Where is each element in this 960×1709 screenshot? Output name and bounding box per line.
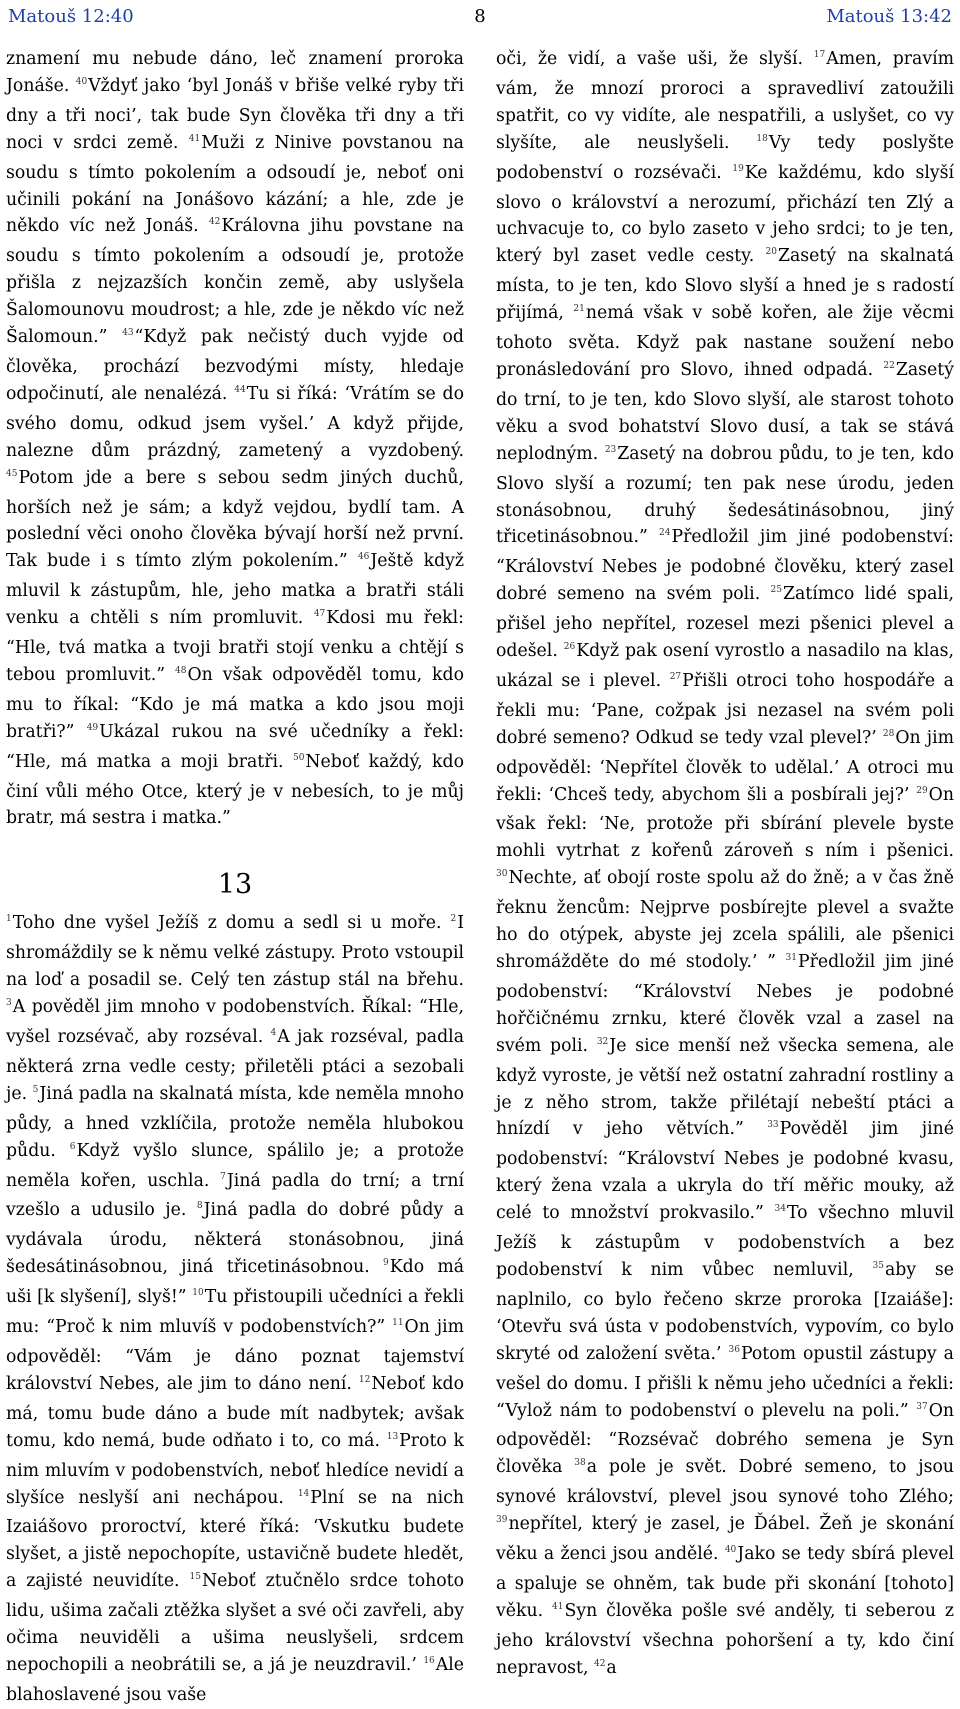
verse-text: A pověděl jim mnoho v podobenstvích. Říkal: “Hle, vyšel rozsévač, aby rozséval. <box>6 997 464 1047</box>
verse-text: Amen, pravím vám, že mnozí proroci a spravedliví zatoužili spatřit, co vy vidíte, ale nespatřili, a uslyšet, co vy slyšíte, ale neuslyšeli. <box>496 49 954 153</box>
verse-number: 24 <box>659 528 671 539</box>
verse-text: Nechte, ať obojí roste spolu až do žně; a v čas žně řeknu žencům: Nejprve posbírejte plevel a svažte ho do otýpek, abyste jej zcela spálili, ale pšenici shromážděte do mé stodoly.’ ” <box>496 868 954 972</box>
verse-number: 41 <box>552 1601 564 1612</box>
verse-text: Kdo má uši [k slyšení], slyš!” <box>6 1257 465 1308</box>
verse-number: 16 <box>423 1655 435 1666</box>
verse-text: Muži z Ninive povstanou na soudu s tímto pokolením a odsoudí je, neboť oni učinili pokání na Jonášovo kázání; a hle, zde je někdo víc než Jonáš. <box>6 132 464 237</box>
verse-number: 18 <box>756 133 768 144</box>
verse-number: 23 <box>604 444 617 455</box>
verse-number: 38 <box>574 1458 586 1469</box>
verse-text: Neboť ztučnělo srdce tohoto lidu, ušima začali ztěžka slyšet a své oči zavřeli, aby očima neuviděli a ušima neuslyšeli, srdcem nepochopili a neobrátili se, a já je neuzdravil.’ <box>6 1571 465 1675</box>
verse-text: Neboť každý, kdo činí vůli mého Otce, který je v nebesích, to je můj bratr, má sestra i matka.” <box>6 751 464 829</box>
verse-text: Jiná padla do trní; a trní vzešlo a udusilo je. <box>6 1170 464 1221</box>
verse-number: 20 <box>765 247 777 258</box>
verse-number: 34 <box>774 1204 786 1215</box>
verse-text: Přišli otroci toho hospodáře a řekli mu: ‘Pane, cožpak jsi nezasel na svém poli dobré semeno? Odkud se tedy vzal plevel?’ <box>496 670 954 748</box>
verse-number: 2 <box>450 914 457 925</box>
verse-text: Tu přistoupili učedníci a řekli mu: “Proč k nim mluvíš v podobenstvích?” <box>6 1287 464 1338</box>
verse-number: 26 <box>563 642 576 653</box>
verse-number: 28 <box>882 728 895 739</box>
verse-text: Zatímco lidé spali, přišel jeho nepřítel, rozesel mezi pšenici plevel a odešel. <box>496 584 954 662</box>
verse-text: I shromáždily se k němu velké zástupy. Proto vstoupil na loď a posadil se. Celý ten zástup stál na břehu. <box>6 913 465 991</box>
verse-number: 11 <box>392 1318 404 1329</box>
verse-number: 9 <box>382 1258 389 1269</box>
verse-text: aby se naplnilo, co bylo řečeno skrze proroka [Izaiáše]: ‘Otevřu svá ústa v podobenstvích, vypovím, co bylo skryté od založení světa.’ <box>496 1259 955 1364</box>
verse-number: 49 <box>86 722 99 733</box>
verse-text: Toho dne vyšel Ježíš z domu a sedl si u moře. <box>12 913 442 934</box>
verse-text: Královna jihu povstane na soudu s tímto pokolením a odsoudí je, protože přišla z nejzazších končin země, aby uslyšela Šalomounovu moudrost; a hle, zde je někdo víc než Šalomoun.” <box>6 216 464 348</box>
verse-text: znamení mu nebude dáno, leč znamení proroka Jonáše. <box>6 49 464 96</box>
verse-number: 10 <box>192 1288 204 1299</box>
verse-text: Plní se na nich Izaiášovo proroctví, které říká: ‘Vskutku budete slyšet, a jistě nepochopíte, ustavičně budete hledět, a zajisté neuvidíte. <box>6 1487 464 1592</box>
verse-text: nemá však v sobě kořen, ale žije věcmi tohoto světa. Když pak nastane soužení nebo pronásledování pro Slovo, ihned odpadá. <box>496 303 954 380</box>
verse-number: 44 <box>234 384 246 395</box>
header-right-reference: Matouš 13:42 <box>826 6 952 27</box>
verse-text: On však řekl: ‘Ne, protože při sbírání plevele byste mohli vytrhat z kořenů zároveň s ním i pšenici. <box>496 784 954 862</box>
verse-number: 47 <box>313 609 326 620</box>
verse-number: 5 <box>32 1084 39 1095</box>
verse-text: Jiná padla do dobré půdy a vydávala úrodu, některá stonásobnou, jiná šedesátinásobnou, jiná třicetinásobnou. <box>6 1200 465 1278</box>
verse-text: Potom opustil zástupy a vešel do domu. I přišli k němu jeho učedníci a řekli: “Vylož nám to podobenství o plevelu na poli.” <box>496 1343 954 1421</box>
verse-number: 29 <box>916 785 928 796</box>
verse-number: 46 <box>357 552 370 563</box>
verse-number: 15 <box>189 1572 201 1583</box>
verse-number: 40 <box>724 1545 737 1556</box>
chapter-13-continued-text <box>496 46 954 1685</box>
verse-text: Ukázal rukou na své učedníky a řekl: “Hle, má matka a moji bratři. <box>6 721 464 772</box>
verse-number: 13 <box>386 1431 399 1442</box>
verse-number: 32 <box>596 1036 609 1047</box>
verse-text: Ke každému, kdo slyší slovo o království a nerozumí, přichází ten Zlý a uchvacuje to, co bylo zaseto v jeho srdci; to je ten, který byl zaset vedle cesty. <box>496 162 955 267</box>
verse-number: 7 <box>220 1171 226 1182</box>
page-number: 8 <box>474 6 486 27</box>
header-left-reference: Matouš 12:40 <box>8 6 134 27</box>
verse-text: A jak rozséval, padla některá zrna vedle cesty; přiletěli ptáci a sezobali je. <box>6 1027 464 1104</box>
verse-text: Syn člověka pošle své anděly, ti seberou z jeho království všechna pohoršení a ty, kdo činí nepravost, <box>496 1600 954 1678</box>
verse-number: 3 <box>6 998 12 1009</box>
verse-number: 8 <box>196 1201 203 1212</box>
verse-text: a pole je svět. Dobré semeno, to jsou synové království, plevel jsou synové toho Zlého; <box>496 1457 954 1508</box>
verse-text: a <box>606 1657 617 1678</box>
verse-number: 1 <box>6 914 12 925</box>
verse-text: Kdosi mu řekl: “Hle, tvá matka a tvoji bratři stojí venku a chtějí s tebou promluvit.” <box>6 608 464 685</box>
verse-number: 17 <box>813 50 826 60</box>
chapter-13-text <box>6 910 464 1708</box>
verse-text: Je sice menší než všecka semena, ale když vyroste, je větší než ostatní zahradní rostliny a je z něho strom, takže přilétají nebeští ptáci a hnízdí v jeho větvích.” <box>496 1035 954 1140</box>
right-column <box>496 46 954 1685</box>
chapter-12-text <box>6 46 464 832</box>
verse-text: Zasetý na skalnatá místa, to je ten, kdo Slovo slyší a hned je s radostí přijímá, <box>496 246 954 324</box>
verse-number: 22 <box>883 360 895 371</box>
verse-number: 6 <box>69 1141 76 1152</box>
verse-text: To všechno mluvil Ježíš k zástupům v podobenstvích a bez podobenství k nim vůbec nemluvil, <box>496 1203 955 1280</box>
left-column <box>6 46 464 1709</box>
verse-text: Zasetý na dobrou půdu, to je ten, kdo Slovo slyší a rozumí; ten pak nese úrodu, jeden stonásobnou, druhý šedesátinásobnou, jiný třicetinásobnou.” <box>496 443 954 548</box>
verse-text: Tu si říká: ‘Vrátím se do svého domu, odkud jsem vyšel.’ A když přijde, nalezne dům prázdný, zametený a vyzdobený. <box>6 383 464 461</box>
verse-text: Předložil jim jiné podobenství: “Království Nebes je podobné hořčičnému zrnku, které člověk vzal a zasel na svém poli. <box>496 952 954 1056</box>
verse-number: 50 <box>292 752 305 763</box>
chapter-heading: 13 <box>217 869 253 901</box>
verse-number: 42 <box>593 1658 606 1669</box>
verse-number: 35 <box>872 1260 884 1271</box>
verse-number: 12 <box>358 1374 371 1385</box>
verse-number: 4 <box>270 1028 277 1038</box>
verse-number: 30 <box>496 869 508 880</box>
verse-text: Ale blahoslavené jsou vaše <box>6 1654 464 1705</box>
verse-text: Jako se tedy sbírá plevel a spaluje se ohněm, tak bude při skonání [tohoto] věku. <box>496 1544 955 1621</box>
verse-text: Vždyť jako ‘byl Jonáš v břiše velké ryby tři dny a tři noci’, tak bude Syn člověka tři dny a tři noci v srdci země. <box>6 75 464 153</box>
verse-number: 21 <box>573 304 585 315</box>
verse-number: 48 <box>175 665 187 676</box>
verse-text: On odpověděl: “Rozsévač dobrého semena je Syn člověka <box>496 1400 954 1478</box>
verse-number: 45 <box>6 468 18 479</box>
verse-number: 37 <box>916 1401 928 1412</box>
verse-text: Jiná padla na skalnatá místa, kde neměla mnoho půdy, a hned vzklíčila, protože neměla hlubokou půdu. <box>6 1083 464 1161</box>
verse-number: 14 <box>297 1488 310 1499</box>
verse-number: 27 <box>669 671 682 682</box>
verse-text: Když vyšlo slunce, spálilo je; a protože neměla kořen, uschla. <box>6 1140 464 1191</box>
verse-text: Ještě když mluvil k zástupům, hle, jeho matka a bratři stáli venku a chtěli s ním promluvit. <box>6 551 465 629</box>
verse-number: 31 <box>785 953 797 963</box>
verse-text: On jim odpověděl: ‘Nepřítel člověk to udělal.’ A otroci mu řekli: ‘Chceš tedy, abychom šli a posbírali jej?’ <box>496 727 954 805</box>
verse-number: 39 <box>496 1515 508 1526</box>
verse-text: oči, že vidí, a vaše uši, že slyší. <box>496 49 803 69</box>
verse-text: Proto k nim mluvím v podobenstvích, neboť hledíce nevidí a slyšíce neslyší ani nechápou. <box>6 1430 465 1508</box>
verse-number: 19 <box>732 163 744 174</box>
verse-number: 36 <box>728 1344 740 1355</box>
verse-number: 41 <box>188 133 201 144</box>
verse-text: “Když pak nečistý duch vyjde od člověka, prochází bezvodými místy, hledaje odpočinutí, ale nenalézá. <box>6 327 464 404</box>
verse-text: Předložil jim jiné podobenství: “Království Nebes je podobné člověku, který zasel dobré semeno na svém poli. <box>496 527 954 605</box>
verse-number: 42 <box>208 217 221 228</box>
verse-text: On jim odpověděl: “Vám je dáno poznat tajemství království Nebes, ale jim to dáno není. <box>6 1317 464 1394</box>
verse-text: Pověděl jim jiné podobenství: “Království Nebes je podobné kvasu, který žena vzala a ukryla do tří měřic mouky, až celé to množství prokvasilo.” <box>496 1119 955 1224</box>
verse-number: 33 <box>767 1120 779 1131</box>
verse-text: Zasetý do trní, to je ten, kdo Slovo slyší, ale starost tohoto věku a svod bohatství Slovo dusí, a tak se stává neplodným. <box>496 359 954 464</box>
verse-text: Potom jde a bere s sebou sedm jiných duchů, horších než je sám; a když vejdou, bydlí tam. A poslední věci onoho člověka bývají horší než první. Tak bude i s tímto zlým pokolením.” <box>6 467 464 572</box>
verse-text: Vy tedy poslyšte podobenství o rozsévači. <box>496 132 954 183</box>
verse-number: 25 <box>770 585 782 596</box>
verse-number: 40 <box>75 76 88 87</box>
verse-text: nepřítel, který je zasel, je Ďábel. Žeň je skonání věku a ženci jsou andělé. <box>496 1514 954 1565</box>
verse-number: 43 <box>122 328 134 339</box>
verse-text: Neboť kdo má, tomu bude dáno a bude mít nadbytek; avšak tomu, kdo nemá, bude odňato i to, co má. <box>6 1373 464 1451</box>
running-head <box>8 6 952 32</box>
verse-text: On však odpověděl tomu, kdo mu to říkal: “Kdo je má matka a kdo jsou moji bratři?” <box>6 664 464 742</box>
verse-text: Když pak osení vyrostlo a nasadilo na klas, ukázal se i plevel. <box>496 641 954 691</box>
